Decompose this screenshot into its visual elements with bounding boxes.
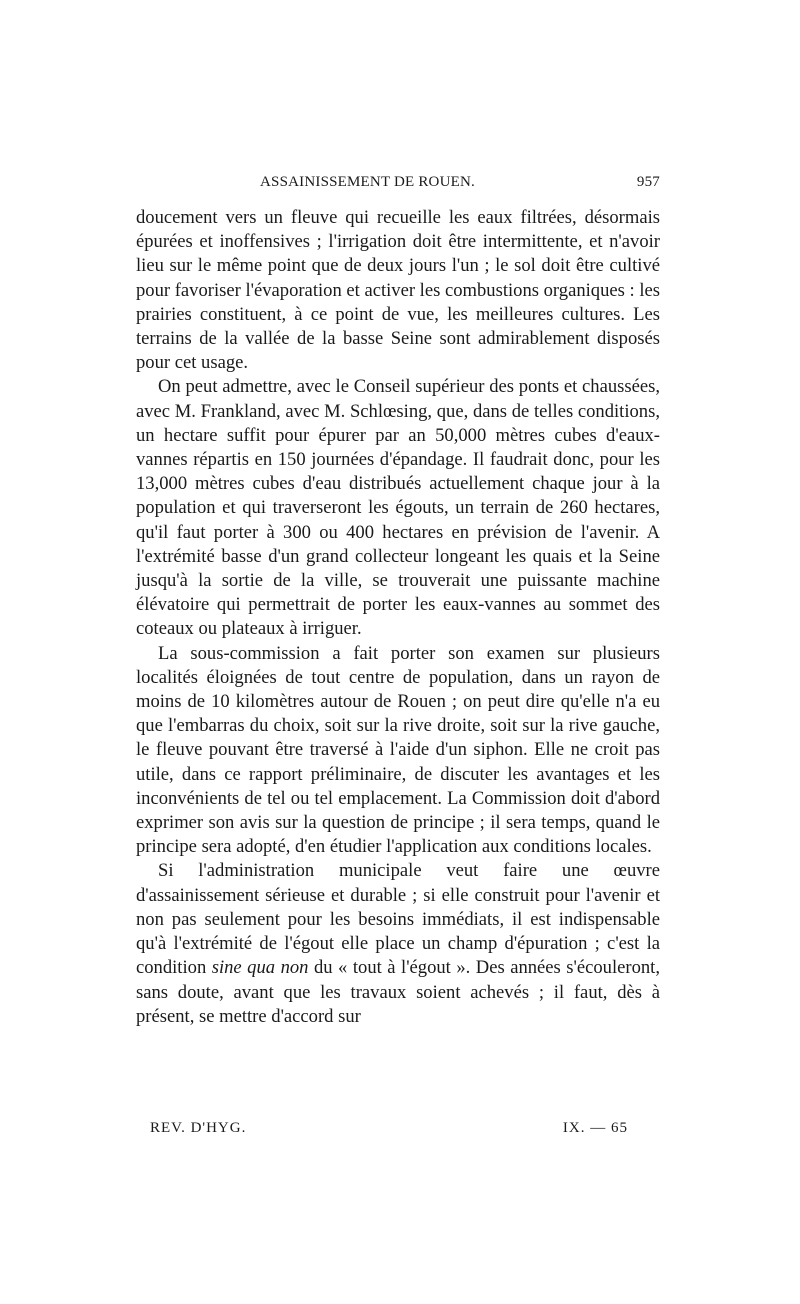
paragraph-text: La sous-commission a fait porter son examen sur plusieurs localités éloignées de tout centre de population, dans un rayon de moins de 10 kilomètres autour de Rouen ; on peut dire qu'elle n'a eu que l'embarras du choix, soit sur la rive droite, soit sur la rive gauche, le fleuve pouvant être traversé à l'aide d'un siphon. Elle ne croit pas utile, dans ce rapport préliminaire, de discuter les avantages et les inconvénients de tel ou tel emplacement. La Commission doit d'abord exprimer son avis sur la question de principe ; il sera temps, quand le principe sera adopté, d'en étudier l'application aux conditions locales. — [136, 642, 660, 858]
latin-phrase: sine qua non — [211, 957, 309, 979]
body-text — [136, 206, 660, 1029]
paragraph-text: doucement vers un fleuve qui recueille les eaux filtrées, désormais épurées et inoffensives ; l'irrigation doit être intermittente, et n'avoir lieu sur le même point que de deux jours l'un ; le sol doit être cultivé pour favoriser l'évaporation et activer les combustions organiques : les prairies constituent, à ce point de vue, les meilleures cultures. Les terrains de la vallée de la basse Seine sont admirablement disposés pour cet usage. — [136, 207, 661, 374]
book-page — [136, 174, 661, 1136]
paragraph — [136, 859, 660, 1028]
paragraph — [136, 206, 660, 375]
sheet-signature: IX. — 65 — [562, 1120, 628, 1136]
paragraph-text: On peut admettre, avec le Conseil supérieur des ponts et chaussées, avec M. Frankland, avec M. Schlœsing, que, dans de telles conditions, un hectare suffit pour épurer par an 50,000 mètres cubes d'eaux-vannes répartis en 150 journées d'épandage. Il faudrait donc, pour les 13,000 mètres cubes d'eau distribués actuellement chaque jour à la population et qui traverseront les égouts, un terrain de 260 hectares, qu'il faut porter à 300 ou 400 hectares en prévision de l'avenir. A l'extrémité basse d'un grand collecteur longeant les quais et la Seine jusqu'à la sortie de la ville, se trouverait une puissante machine élévatoire qui permettrait de porter les eaux-vannes au sommet des coteaux ou plateaux à irriguer. — [136, 376, 660, 640]
journal-signature: REV. D'HYG. — [150, 1120, 247, 1136]
running-title: ASSAINISSEMENT DE ROUEN. — [260, 174, 475, 190]
page-number: 957 — [636, 174, 660, 190]
paragraph-text: du « tout à l'égout ». Des années s'écouleront, sans doute, avant que les travaux soient achevés ; il faut, dès à présent, se mettre d'accord sur — [136, 957, 660, 1027]
paragraph-text: Si l'administration municipale veut faire une œuvre d'assainissement sérieuse et durable ; si elle construit pour l'avenir et non pas seulement pour les besoins immédiats, il est indispensable qu'à l'extrémité de l'égout elle place un champ d'épuration ; c'est la condition — [136, 860, 660, 979]
paragraph — [136, 642, 660, 860]
paragraph — [136, 375, 660, 641]
running-head — [136, 174, 660, 200]
